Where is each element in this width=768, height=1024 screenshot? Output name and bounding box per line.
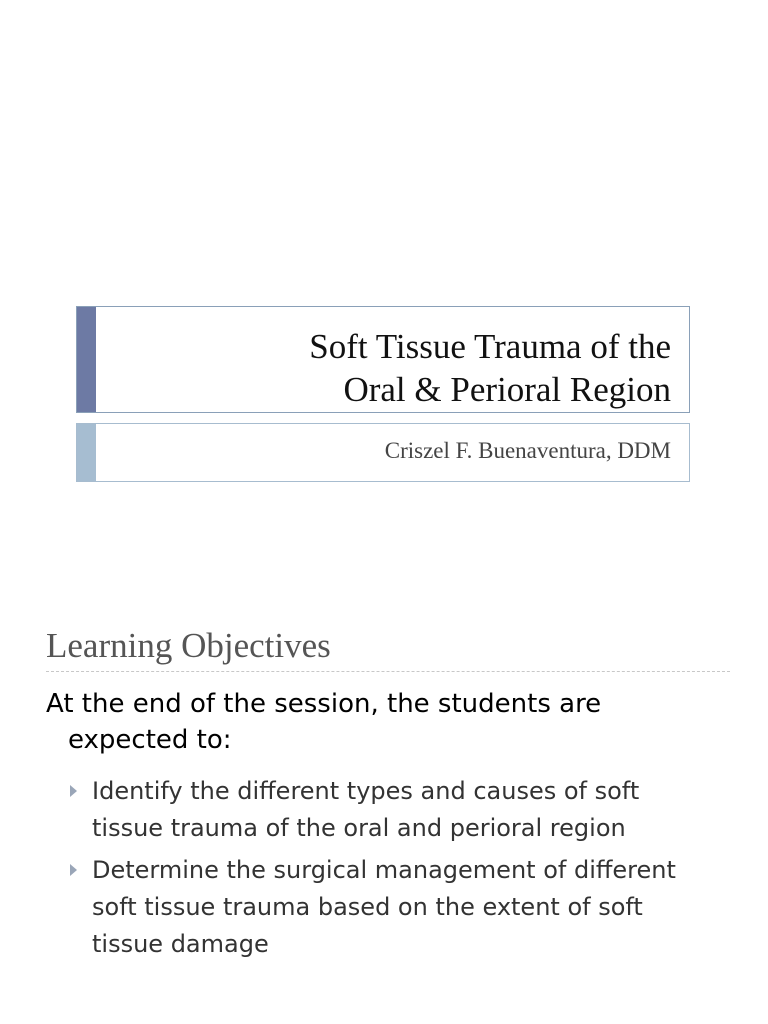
title-box (76, 306, 690, 413)
list-item-text (92, 852, 730, 963)
triangle-bullet-icon (70, 785, 77, 797)
slide-title-line-2: Oral & Perioral Region (343, 370, 671, 409)
objectives-intro (46, 686, 706, 758)
heading-divider (46, 671, 730, 672)
title-accent-bar (77, 307, 96, 412)
list-item-line: tissue trauma of the oral and perioral region (92, 814, 626, 842)
slide-title (309, 325, 671, 411)
objectives-intro-line-2: expected to: (68, 725, 232, 755)
list-item-line: tissue damage (92, 930, 269, 958)
list-item-line: soft tissue trauma based on the extent of soft (92, 893, 643, 921)
subtitle-accent-bar (77, 424, 96, 481)
objectives-intro-line-1: At the end of the session, the students are (46, 689, 602, 719)
objectives-list (70, 773, 730, 968)
subtitle-box (76, 423, 690, 482)
list-item-line: Determine the surgical management of different (92, 856, 676, 884)
list-item-text (92, 773, 730, 847)
slide-title-line-1: Soft Tissue Trauma of the (309, 327, 671, 366)
list-item (70, 852, 730, 963)
slide-subtitle: Criszel F. Buenaventura, DDM (384, 438, 671, 463)
list-item-line: Identify the different types and causes of soft (92, 777, 640, 805)
list-item (70, 773, 730, 847)
objectives-heading: Learning Objectives (46, 626, 331, 665)
triangle-bullet-icon (70, 864, 77, 876)
